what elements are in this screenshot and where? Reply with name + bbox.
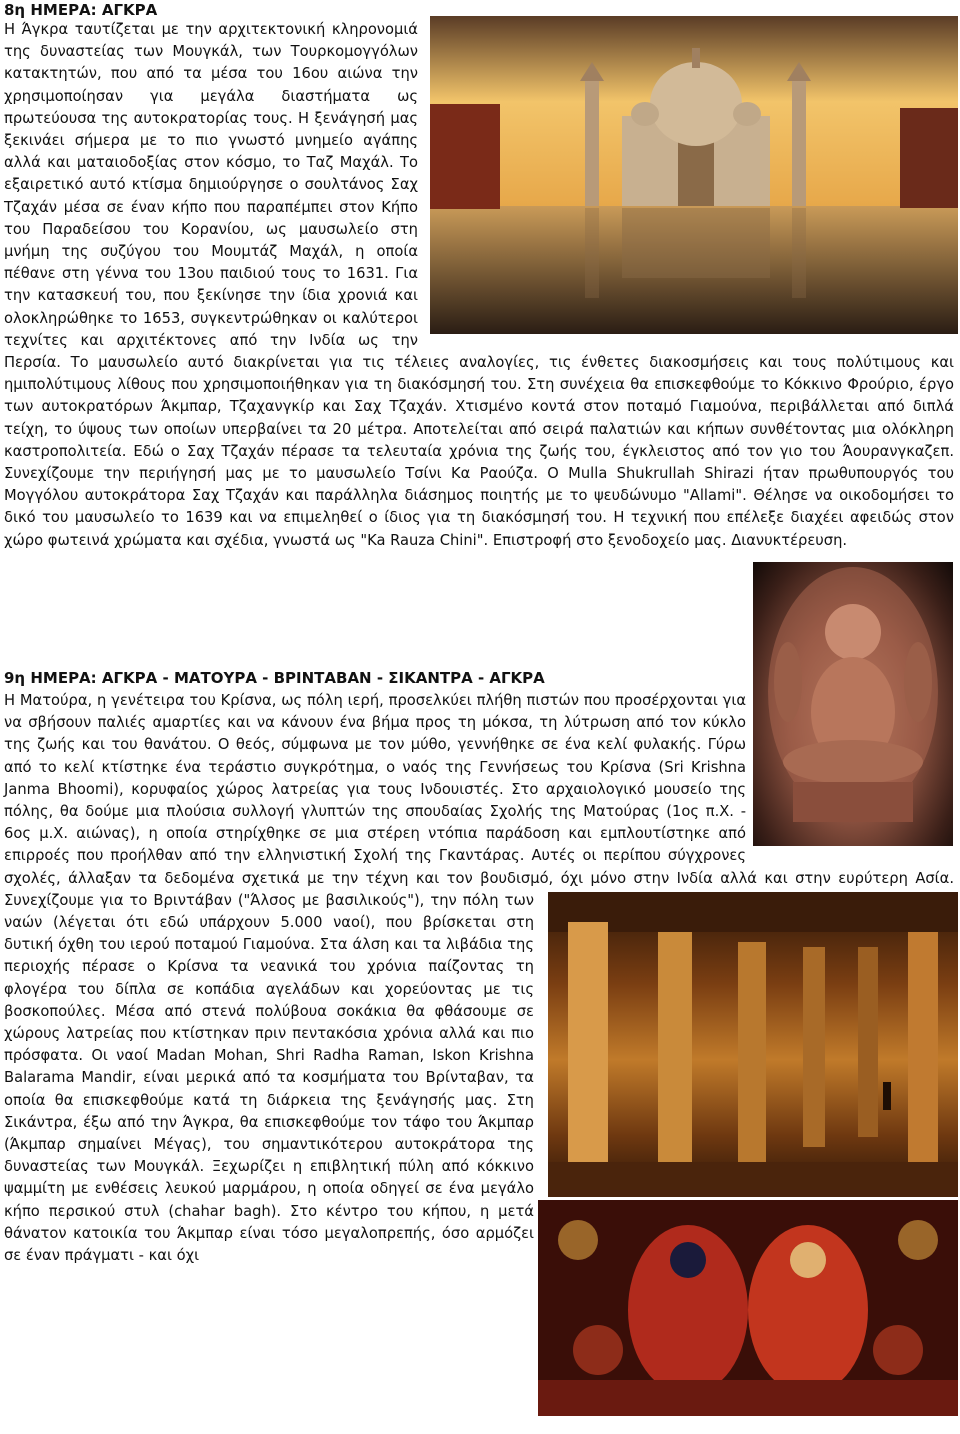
day8-text: Η Άγκρα ταυτίζεται με την αρχιτεκτονική κληρονομιά της δυναστείας των Μουγκάλ, των Τουρκομογγόλων κατακτητών, που από τα μέσα του 16ου αιώνα την χρησιμοποίησαν για μεγάλα διαστήματα ως πρωτεύουσα της αυτοκρατορίας τους. Η ξενάγησή μας ξεκινάει σήμερα με το πιο γνωστό μνημείο αγάπης αλλά και ματαιοδοξίας στον κόσμο, το Ταζ Μαχάλ. Το εξαιρετικό αυτό κτίσμα δημιούργησε ο σουλτάνος Σαχ Τζαχάν μέσα σε έναν κήπο που παραπέμπει στον Κήπο του Παραδείσου του Κορανίου, ως μαυσωλείο στη μνήμη της συζύγου του Μουμτάζ Μαχάλ, η οποία πέθανε στη γέννα του 13ου παιδιού τους το 1631. Για την κατασκευή του, που ξεκίνησε την ίδια χρονιά και ολοκληρώθηκε το 1653, συγκεντρώθηκαν οι καλύτεροι τεχνίτες και αρχιτέκτονες από την Ινδία ως την Περσία. Το μαυσωλείο αυτό διακρίνεται για τις τέλειες αναλογίες, τις ένθετες διακοσμήσεις και τους πολύτιμους και ημιπολύτιμους λίθους που χρησιμοποιήθηκαν για τη διακόσμησή του. Στη συνέχεια θα επισκεφθούμε το Κόκκινο Φρούριο, έργο των αυτοκρατόρων Άκμπαρ, Τζαχανγκίρ και Σαχ Τζαχάν. Χτισμένο κοντά στον ποταμό Γιαμούνα, περιβάλλεται από διπλά τείχη, το ύψους των οποίων υπερβαίνει τα 20 μέτρα. Αποτελείται από σειρά παλατιών και κήπων συνθέτοντας μια ολόκληρη καστροπολιτεία. Εδώ ο Σαχ Τζαχάν πέρασε τα τελευταία χρόνια της ζωής του, έγκλειστος από τον γιο του Άουρανγκαζεπ. Συνεχίζουμε την περιήγησή μας με το μαυσωλείο Τσίνι Κα Ραούζα. Ο Mulla Shukrullah Shirazi ήταν πρωθυπουργός του Μογγόλου αυτοκράτορα Σαχ Τζαχάν και παράλληλα διάσημος ποιητής με το ψευδώνυμο "Allami". Θέλησε να οικοδομήσει το δικό του μαυσωλείο το 1639 και να επιμεληθεί ο ίδιος για τη διακόσμησή του. Η τεχνική που επέλεξε διαχέει αφειδώς στον χώρο φωτεινά χρώματα και σχέδια, γνωστά ως "Ka Rauza Chini". Επιστροφή στο ξενοδοχείο μας. Διανυκτέρευση. — [4, 21, 954, 549]
temple-columns-image — [548, 892, 958, 1197]
day9-title: 9η ΗΜΕΡΑ: ΑΓΚΡΑ - ΜΑΤΟΥΡΑ - ΒΡΙΝΤΑΒΑΝ - ΣΙΚΑΝΤΡΑ - ΑΓΚΡΑ — [4, 669, 545, 687]
radha-krishna-deities-image — [538, 1200, 958, 1416]
day9-text: Η Ματούρα, η γενέτειρα του Κρίσνα, ως πόλη ιερή, προσελκύει πλήθη πιστών που προσέρχονται για να σβήσουν παλιές αμαρτίες και να κάνουν ένα βήμα προς τη μόκσα, τη λύτρωση από τον κύκλο της ζωής και του θανάτου. Ο θεός, σύμφωνα με τον μύθο, γεννήθηκε σε ένα κελί φυλακής. Γύρω από το κελί κτίστηκε ένα τεράστιο συγκρότημα, ο ναός της Γεννήσεως του Κρίσνα (Sri Krishna Janma Bhoomi), κορυφαίος χώρος λατρείας για τους Ινδουιστές. Στο αρχαιολογικό μουσείο της πόλης, θα δούμε μια πλούσια συλλογή γλυπτών της σπουδαίας Σχολής της Ματούρας (1ος π.Χ. - 6ος μ.Χ. αιώνας), η οποία στηρίχθηκε σε μια στέρεη ντόπια παράδοση και εμπλουτίστηκε από επιρροές που προήλθαν από την ελληνιστική Σχολή της Γκαντάρας. Αυτές οι περίπου σύγχρονες σχολές, άλλαξαν τα δεδομένα σχετικά με την τέχνη και τον βουδισμό, όχι μόνο στην Ινδία αλλά και στην ευρύτερη Ασία. Συνεχίζουμε για το Βριντάβαν ("Άλσος με βασιλικούς"), την πόλη των ναών (λέγεται ότι εδώ υπάρχουν 5.000 ναοί), που βρίσκεται στη δυτική όχθη του ιερού ποταμού Γιαμούνα. Στα άλση και τα λιβάδια της περιοχής πέρασε ο Κρίσνα τα νεανικά του χρόνια παίζοντας τη φλογέρα του δίπλα σε κοπάδια αγελάδων και χορεύοντας με τις βοσκοπούλες. Μέσα από στενά πολύβουα σοκάκια θα φθάσουμε σε χώρους λατρείας που κτίστηκαν πριν πεντακόσια χρόνια αλλά και πιο πρόσφατα. Οι ναοί Madan Mohan, Shri Radha Raman, Iskon Krishna Balarama Mandir, είναι μερικά από τα κοσμήματα του Βρίνταβαν, τα οποία θα επισκεφθούμε κατά τη διάρκεια της ξενάγησής μας. Στη Σικάντρα, έξω από την Άγκρα, θα επισκεφθούμε τον τάφο του Άκμπαρ (Άκμπαρ σημαίνει Μέγας), του σημαντικότερου αυτοκράτορα της δυναστείας των Μουγκάλ. Ξεχωρίζει η επιβλητική πύλη από κόκκινο ψαμμίτη με ενθέσεις λευκού μαρμάρου, η οποία οδηγεί σε ένα μεγάλο κήπο περσικού στυλ (chahar bagh). Στο κέντρο του κήπου, η μετά θάνατον κατοικία του Άκμπαρ είναι τόσο μεγαλοπρεπής, όσο αρμόζει σε έναν πράγματι - και όχι — [4, 692, 954, 1265]
day8-title: 8η ΗΜΕΡΑ: ΑΓΚΡΑ — [4, 1, 158, 19]
